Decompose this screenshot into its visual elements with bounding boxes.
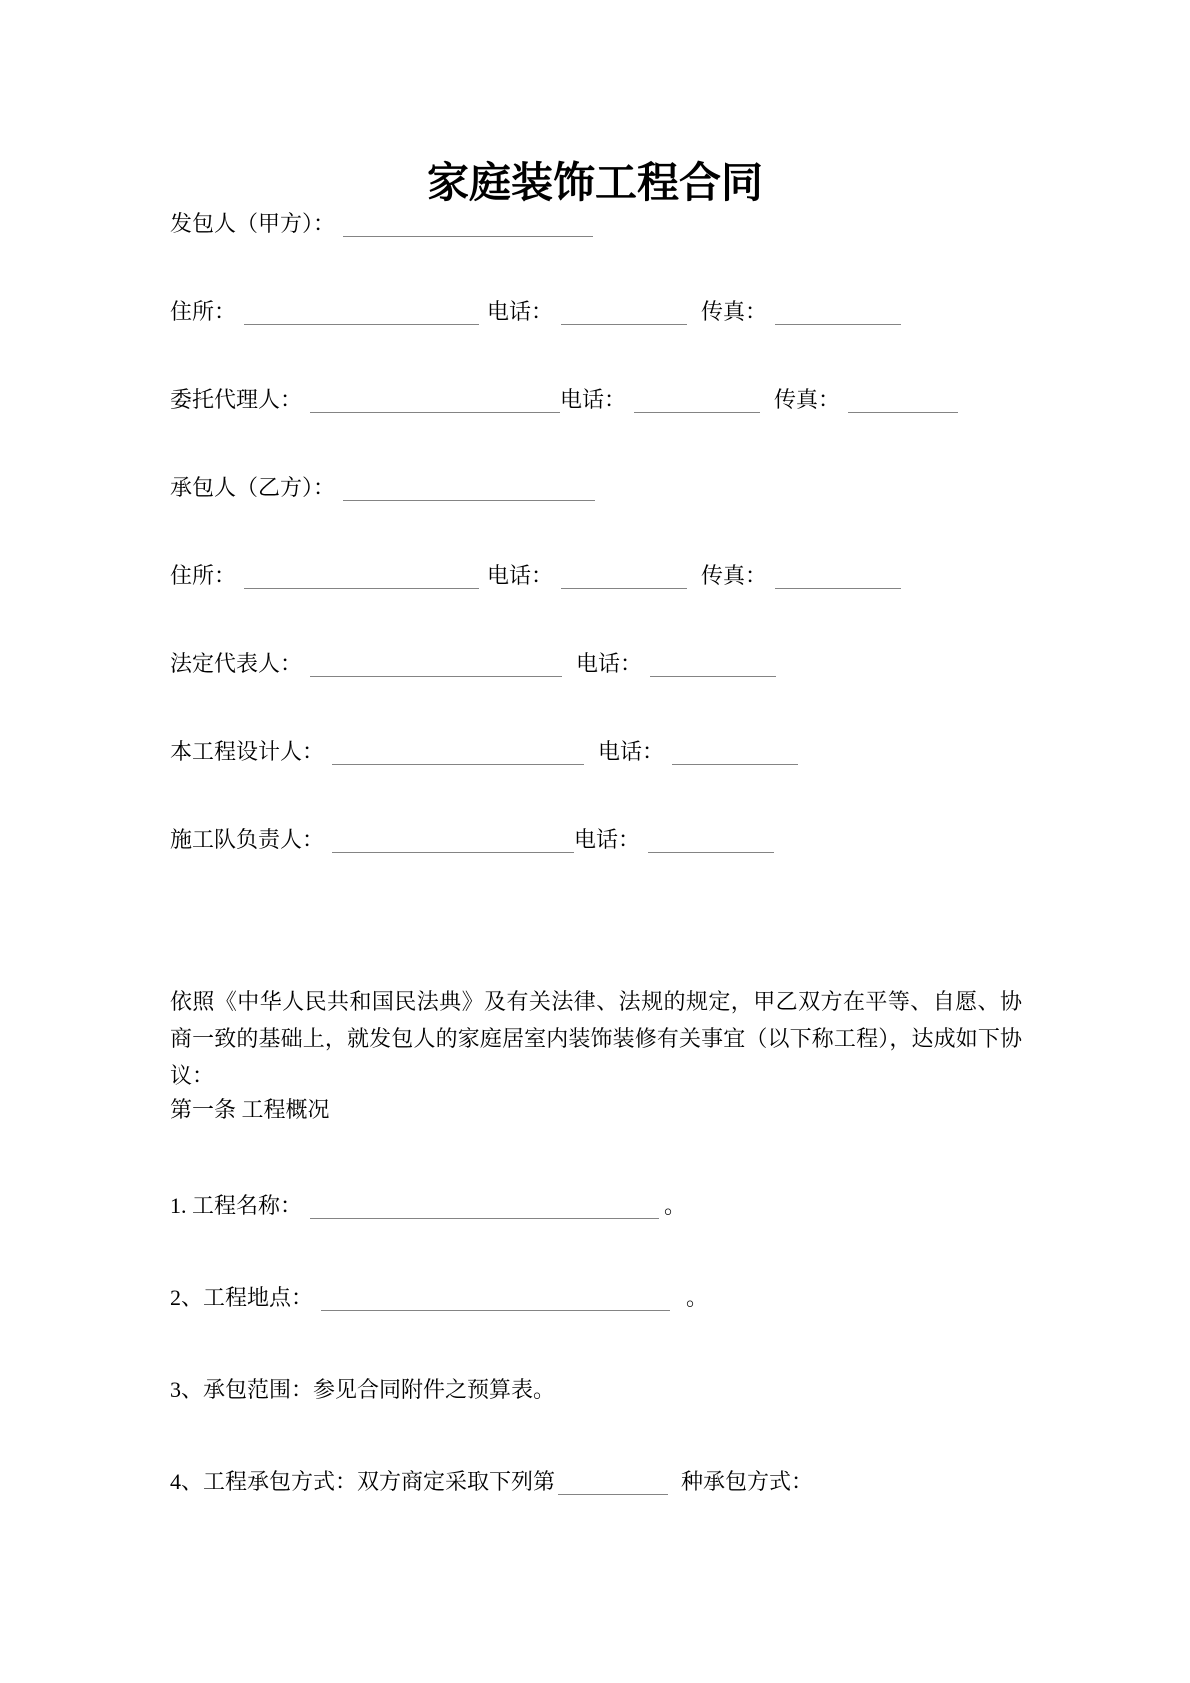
- preamble-text: 依照《中华人民共和国民法典》及有关法律、法规的规定，甲乙双方在平等、自愿、协商一致的基础上，就发包人的家庭居室内装饰装修有关事宜（以下称工程），达成如下协议：: [170, 989, 1022, 1088]
- blank-line-fax: [848, 387, 958, 413]
- blank-line-party-a: [343, 211, 593, 237]
- blank-line-phone: [634, 387, 760, 413]
- field-label-address: 住所：: [170, 299, 237, 324]
- contract-item-4-contract-method: [170, 1469, 813, 1495]
- contract-item-3-scope: 3、承包范围：参见合同附件之预算表。: [170, 1377, 556, 1402]
- field-label-phone: 电话：: [487, 299, 554, 324]
- form-row-crew-leader: [170, 827, 774, 853]
- blank-line-crew-leader: [332, 827, 574, 853]
- field-label-crew-leader: 施工队负责人：: [170, 827, 325, 852]
- field-label-phone: 电话：: [574, 827, 641, 852]
- blank-line-party-b: [343, 475, 595, 501]
- contract-item-2-project-location: [170, 1285, 708, 1311]
- field-label-phone: 电话：: [576, 651, 643, 676]
- field-label-fax: 传真：: [701, 563, 768, 588]
- blank-line-phone: [561, 563, 687, 589]
- blank-line-address: [244, 299, 479, 325]
- field-label-agent: 委托代理人：: [170, 387, 303, 412]
- blank-line-legal-rep: [310, 651, 562, 677]
- item-4-prefix: 4、工程承包方式：双方商定采取下列第: [170, 1469, 556, 1494]
- contract-item-1-project-name: [170, 1193, 686, 1219]
- field-label-phone: 电话：: [560, 387, 627, 412]
- form-row-legal-rep: [170, 651, 776, 677]
- field-label-phone: 电话：: [598, 739, 665, 764]
- item-2-period: 。: [686, 1285, 709, 1310]
- field-label-address: 住所：: [170, 563, 237, 588]
- item-1-period: 。: [664, 1193, 687, 1218]
- document-title: 家庭装饰工程合同: [426, 161, 763, 207]
- field-label-fax: 传真：: [701, 299, 768, 324]
- form-row-agent: [170, 387, 958, 413]
- blank-line-phone: [648, 827, 774, 853]
- item-4-suffix: 种承包方式：: [681, 1469, 814, 1494]
- blank-line-phone: [561, 299, 687, 325]
- section-1-heading: 第一条 工程概况: [170, 1097, 330, 1122]
- blank-line-designer: [332, 739, 584, 765]
- blank-line-project-location: [321, 1285, 670, 1311]
- blank-line-contract-method-number: [558, 1469, 668, 1495]
- form-row-party-b: [170, 475, 595, 501]
- form-row-party-a: [170, 211, 593, 237]
- item-1-label: 1. 工程名称：: [170, 1193, 303, 1218]
- blank-line-address: [244, 563, 479, 589]
- form-row-party-b-contact: [170, 563, 901, 589]
- blank-line-project-name: [310, 1193, 659, 1219]
- field-label-phone: 电话：: [487, 563, 554, 588]
- field-label-party-b: 承包人（乙方）：: [170, 475, 336, 500]
- blank-line-phone: [650, 651, 776, 677]
- blank-line-fax: [775, 299, 901, 325]
- blank-line-phone: [672, 739, 798, 765]
- form-row-party-a-contact: [170, 299, 901, 325]
- field-label-party-a: 发包人（甲方）：: [170, 211, 336, 236]
- field-label-designer: 本工程设计人：: [170, 739, 325, 764]
- field-label-fax: 传真：: [774, 387, 841, 412]
- field-label-legal-rep: 法定代表人：: [170, 651, 303, 676]
- item-2-label: 2、工程地点：: [170, 1285, 314, 1310]
- blank-line-agent: [310, 387, 560, 413]
- form-row-designer: [170, 739, 798, 765]
- blank-line-fax: [775, 563, 901, 589]
